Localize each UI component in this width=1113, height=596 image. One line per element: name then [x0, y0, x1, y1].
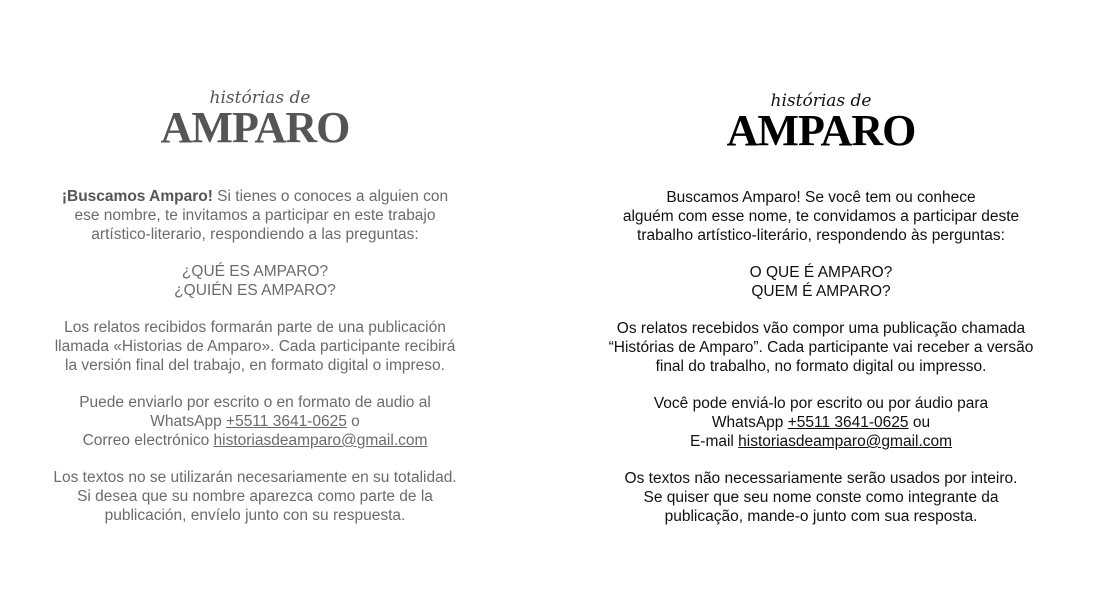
logo-small-text: histórias de [209, 88, 311, 108]
intro-line2: alguém com esse nome, te convidamos a participar deste [622, 208, 1020, 225]
question-1: O QUE É AMPARO? [749, 264, 893, 281]
intro-line1: Se você tem ou conhece [800, 189, 976, 206]
phone-link[interactable]: +5511 3641-0625 [787, 414, 909, 431]
note-paragraph [601, 469, 1041, 526]
pub-line3: la versión final del trabajo, en formato digital o impreso. [65, 357, 445, 374]
send-line1: Puede enviarlo por escrito o en formato de audio al [79, 394, 431, 411]
pub-line1: Os relatos recebidos vão compor uma publicação chamada [616, 320, 1026, 337]
note-paragraph [35, 468, 475, 525]
intro-line2: ese nombre, te invitamos a participar en este trabajo [74, 207, 436, 224]
publication-paragraph [601, 319, 1041, 376]
portuguese-panel [601, 0, 1041, 525]
question-1: ¿QUÉ ES AMPARO? [181, 263, 329, 280]
intro-line3: trabalho artístico-literário, respondendo às perguntas: [637, 227, 1005, 244]
note-line3: publicación, envíelo junto con su respuesta. [104, 507, 406, 524]
email-label: E-mail [689, 433, 739, 450]
question-2: ¿QUIÉN ES AMPARO? [174, 282, 336, 299]
email-link[interactable]: historiasdeamparo@gmail.com [213, 432, 428, 449]
whatsapp-after: ou [908, 414, 931, 431]
question-2: QUEM É AMPARO? [751, 283, 891, 300]
questions [601, 263, 1041, 301]
intro-paragraph [601, 188, 1041, 245]
contact-paragraph [35, 393, 475, 450]
pub-line1: Los relatos recibidos formarán parte de una publicación [64, 319, 446, 336]
intro-paragraph [35, 187, 475, 244]
logo-big-text: AMPARO [726, 106, 916, 155]
contact-paragraph [601, 394, 1041, 451]
intro-bold: Buscamos Amparo! [666, 189, 801, 206]
portuguese-body [601, 188, 1041, 544]
whatsapp-label: WhatsApp [711, 414, 788, 431]
pub-line3: final do trabalho, no formato digital ou impresso. [655, 358, 987, 375]
note-line3: publicação, mande-o junto com sua resposta. [664, 508, 978, 525]
logo-historias-de-amparo [35, 0, 475, 152]
note-line2: Se quiser que seu nome conste como integrante da [643, 489, 999, 506]
spanish-body [35, 187, 475, 543]
intro-line1: Si tienes o conoces a alguien con [212, 188, 449, 205]
intro-line3: artístico-literario, respondiendo a las preguntas: [91, 226, 419, 243]
phone-link[interactable]: +5511 3641-0625 [226, 413, 347, 430]
email-label: Correo electrónico [82, 432, 214, 449]
logo-historias-de-amparo [601, 0, 1041, 155]
pub-line2: llamada «Historias de Amparo». Cada participante recibirá [54, 338, 456, 355]
publication-paragraph [35, 318, 475, 375]
whatsapp-after: o [346, 413, 360, 430]
logo-small-text: histórias de [770, 91, 872, 111]
whatsapp-label: WhatsApp [150, 413, 227, 430]
spanish-panel [35, 0, 475, 524]
logo-big-text: AMPARO [160, 103, 350, 152]
intro-bold: ¡Buscamos Amparo! [61, 188, 213, 205]
questions [35, 262, 475, 300]
note-line1: Os textos não necessariamente serão usados por inteiro. [624, 470, 1018, 487]
pub-line2: “Histórias de Amparo”. Cada participante vai receber a versão [608, 339, 1034, 356]
note-line2: Si desea que su nombre aparezca como parte de la [77, 488, 433, 505]
email-link[interactable]: historiasdeamparo@gmail.com [738, 433, 953, 450]
note-line1: Los textos no se utilizarán necesariamente en su totalidad. [53, 469, 457, 486]
send-line1: Você pode enviá-lo por escrito ou por áudio para [653, 395, 989, 412]
